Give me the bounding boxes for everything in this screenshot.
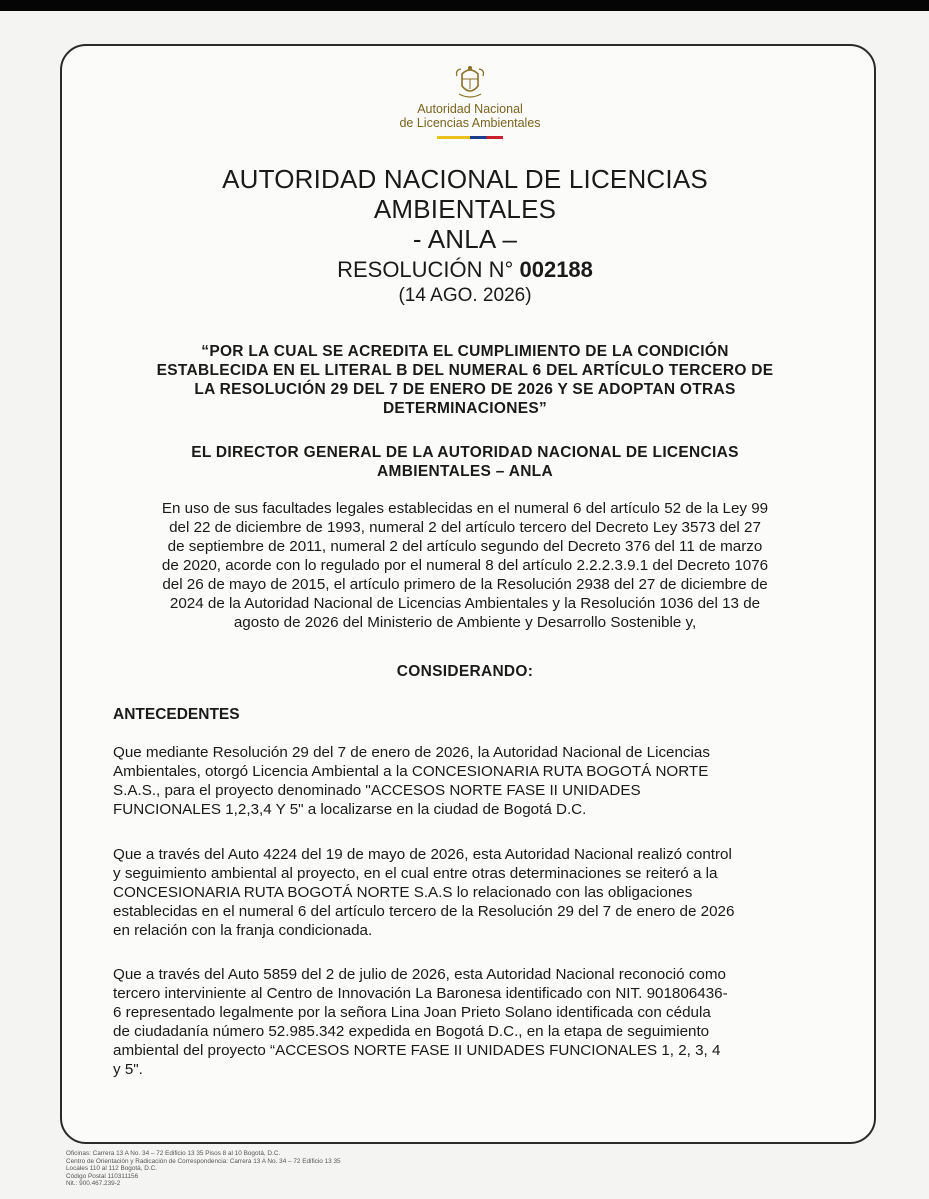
subject-line: ESTABLECIDA EN EL LITERAL B DEL NUMERAL 6 DEL ARTÍCULO TERCERO DE — [156, 362, 774, 379]
resolution-number: 002188 — [519, 257, 593, 282]
authority-line: AMBIENTALES – ANLA — [377, 463, 553, 480]
resolution-title — [110, 256, 820, 284]
powers-line: En uso de sus facultades legales establecidas en el numeral 6 del artículo 52 de la Ley 99 — [161, 500, 769, 517]
powers-line: agosto de 2026 del Ministerio de Ambiente y Desarrollo Sostenible y, — [233, 614, 697, 631]
top-black-bar — [0, 0, 929, 11]
paragraph-line: Ambientales, otorgó Licencia Ambiental a la CONCESIONARIA RUTA BOGOTÁ NORTE — [113, 763, 709, 780]
paragraph-line: establecidas en el numeral 6 del artículo tercero de la Resolución 29 del 7 de enero de 2026 — [113, 903, 735, 920]
logo-text-line-2: de Licencias Ambientales — [399, 116, 541, 130]
antecedentes-heading: ANTECEDENTES — [113, 706, 240, 723]
footer-line: Locales 110 al 112 Bogotá, D.C. — [66, 1165, 158, 1173]
authority-line: EL DIRECTOR GENERAL DE LA AUTORIDAD NACIONAL DE LICENCIAS — [191, 444, 739, 461]
footer-line: Nit.: 900.467.239-2 — [66, 1180, 121, 1188]
coat-of-arms-icon — [453, 64, 487, 102]
powers-line: de 2020, acorde con lo regulado por el numeral 8 del artículo 2.2.2.3.9.1 del Decreto 1076 — [161, 557, 769, 574]
paragraph-line: Que a través del Auto 4224 del 19 de mayo de 2026, esta Autoridad Nacional realizó control — [113, 846, 732, 863]
powers-line: del 26 de mayo de 2015, el artículo primero de la Resolución 2938 del 27 de diciembre de — [162, 576, 768, 593]
subject-line: DETERMINACIONES” — [382, 400, 548, 417]
anla-logo — [370, 64, 570, 150]
legal-powers-paragraph — [100, 499, 830, 632]
paragraph-line: S.A.S., para el proyecto denominado "ACCESOS NORTE FASE II UNIDADES — [113, 782, 641, 799]
powers-line: del 22 de diciembre de 1993, numeral 2 del artículo tercero del Decreto Ley 3573 del 27 — [169, 519, 761, 536]
subject-line: “POR LA CUAL SE ACREDITA EL CUMPLIMIENTO DE LA CONDICIÓN — [201, 343, 729, 360]
header-line-1: AUTORIDAD NACIONAL DE LICENCIAS — [222, 164, 708, 194]
paragraph-line: Que mediante Resolución 29 del 7 de enero de 2026, la Autoridad Nacional de Licencias — [113, 744, 710, 761]
paragraph-line: en relación con la franja condicionada. — [113, 922, 373, 939]
footer-line: Centro de Orientación y Radicación de Correspondencia: Carrera 13 A No. 34 – 72 Edificio 13 35 — [66, 1157, 341, 1165]
paragraph-line: CONCESIONARIA RUTA BOGOTÁ NORTE S.A.S lo relacionado con las obligaciones — [113, 884, 693, 901]
logo-text-line-1: Autoridad Nacional — [417, 102, 523, 116]
antecedentes-paragraph-1 — [113, 743, 818, 819]
footer-line: Código Postal 110311156 — [66, 1172, 139, 1180]
header-line-2: AMBIENTALES — [373, 194, 557, 224]
powers-line: de septiembre de 2011, numeral 2 del artículo segundo del Decreto 376 del 11 de marzo — [167, 538, 763, 555]
paragraph-line: tercero interviniente al Centro de Innovación La Baronesa identificado con NIT. 901806436- — [113, 985, 728, 1002]
resolution-subject — [100, 342, 830, 418]
antecedentes-paragraph-3 — [113, 965, 818, 1079]
paragraph-line: y seguimiento ambiental al proyecto, en el cual entre otras determinaciones se reiteró a la — [113, 865, 718, 882]
colombia-flag-stripe — [437, 136, 503, 139]
paragraph-line: Que a través del Auto 5859 del 2 de julio de 2026, esta Autoridad Nacional reconoció como — [113, 966, 726, 983]
header-line-3: - ANLA – — [412, 224, 518, 254]
paragraph-line: ambiental del proyecto “ACCESOS NORTE FASE II UNIDADES FUNCIONALES 1, 2, 3, 4 — [113, 1042, 721, 1059]
antecedentes-paragraph-2 — [113, 845, 818, 940]
paragraph-line: y 5". — [113, 1061, 143, 1078]
page-footer — [66, 1150, 486, 1188]
paragraph-line: 6 representado legalmente por la señora Lina Joan Prieto Solano identificada con cédula — [113, 1004, 711, 1021]
powers-line: 2024 de la Autoridad Nacional de Licencias Ambientales y la Resolución 1036 del 13 de — [169, 595, 761, 612]
paragraph-line: FUNCIONALES 1,2,3,4 Y 5" a localizarse en la ciudad de Bogotá D.C. — [113, 801, 587, 818]
subject-line: LA RESOLUCIÓN 29 DEL 7 DE ENERO DE 2026 Y SE ADOPTAN OTRAS — [194, 381, 736, 398]
issuing-authority — [100, 443, 830, 481]
paragraph-line: de ciudadanía número 52.985.342 expedida en Bogotá D.C., en la etapa de seguimiento — [113, 1023, 710, 1040]
document-header — [110, 164, 820, 308]
footer-line: Oficinas: Carrera 13 A No. 34 – 72 Edificio 13 35 Pisos 8 al 10 Bogotá, D.C. — [66, 1150, 281, 1157]
considerando-heading: CONSIDERANDO: — [396, 663, 534, 680]
resolution-prefix: RESOLUCIÓN N° — [337, 257, 514, 282]
resolution-date: (14 AGO. 2026) — [398, 285, 532, 306]
